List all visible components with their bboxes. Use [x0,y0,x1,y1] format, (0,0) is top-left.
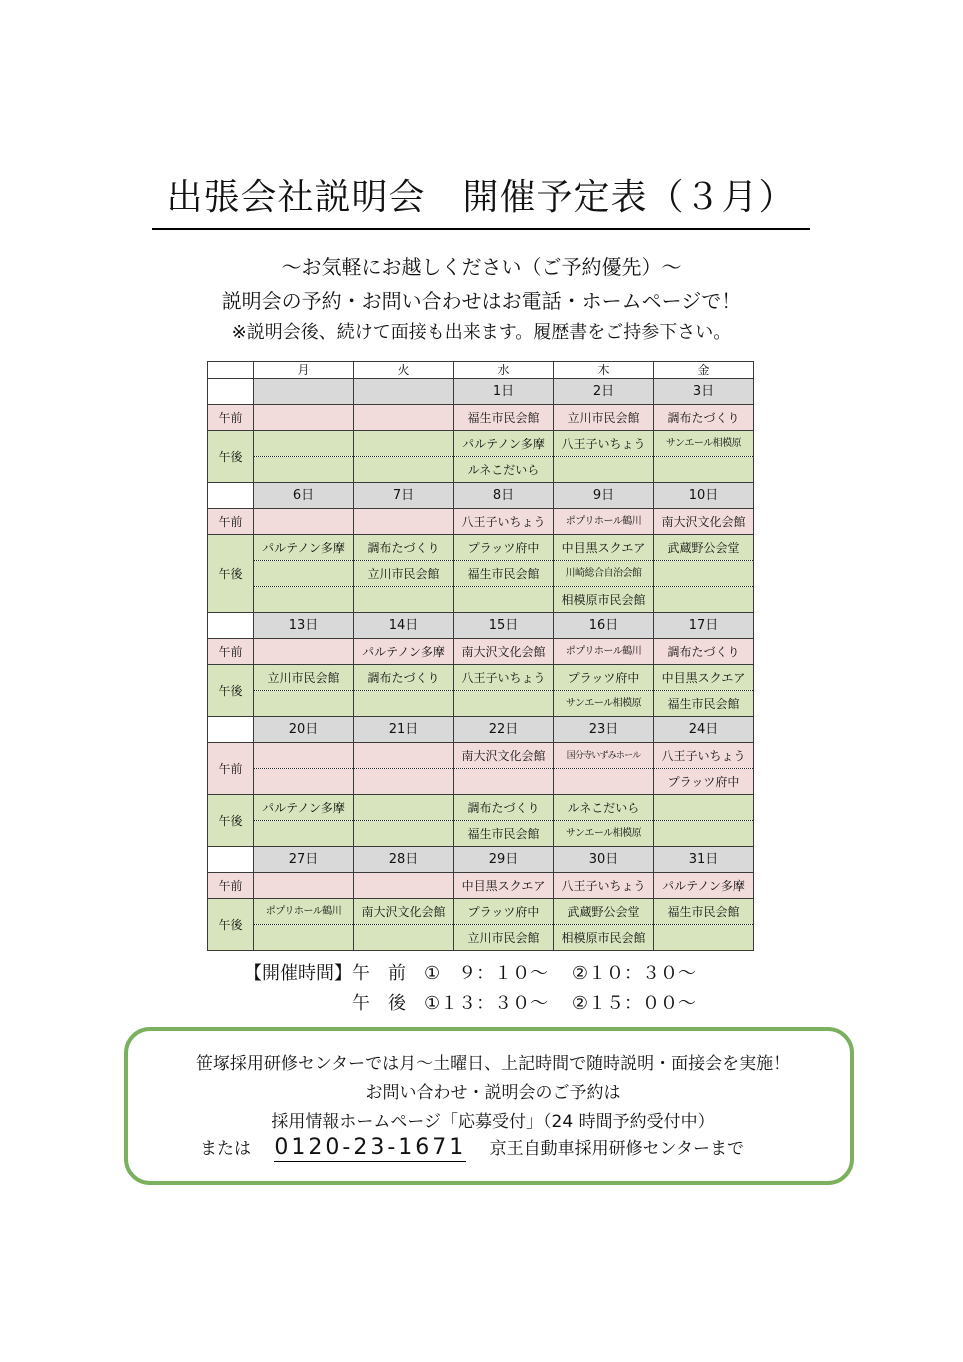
venue-cell [454,769,554,795]
date-cell: 10日 [654,483,754,509]
venue-cell [354,691,454,717]
venue-cell [254,925,354,951]
date-row [208,483,754,509]
venue-cell: パルテノン多摩 [354,639,454,665]
venue-cell [354,925,454,951]
venue-cell: パルテノン多摩 [654,873,754,899]
venue-cell: 川崎総合自治会館 [554,561,654,587]
am-label: 午前 [208,509,254,535]
venue-cell: サンエール相模原 [554,691,654,717]
venue-cell [254,405,354,431]
venue-cell: パルテノン多摩 [254,535,354,561]
date-cell: 28日 [354,847,454,873]
venue-cell [554,457,654,483]
venue-cell: プラッツ府中 [454,535,554,561]
pm-row [208,691,754,717]
date-cell: 27日 [254,847,354,873]
pm-row [208,665,754,691]
venue-cell: 相模原市民会館 [554,925,654,951]
date-cell [354,379,454,405]
venue-cell: ポプリホール鶴川 [554,639,654,665]
weekday-header: 火 [354,362,454,379]
venue-cell: プラッツ府中 [554,665,654,691]
venue-cell: 中目黒スクエア [454,873,554,899]
info-suffix: 京王自動車採用研修センターまで [489,1139,744,1159]
venue-cell: パルテノン多摩 [454,431,554,457]
date-cell: 31日 [654,847,754,873]
hours-line-am: 【開催時間】午 前 ① ９：１０～ ②１０：３０～ [244,963,696,984]
venue-cell: 八王子いちょう [654,743,754,769]
venue-cell: 福生市民会館 [654,691,754,717]
weekday-header: 月 [254,362,354,379]
venue-cell: 福生市民会館 [654,899,754,925]
pm-row [208,535,754,561]
schedule-table [207,361,754,951]
date-cell: 13日 [254,613,354,639]
am-label: 午前 [208,873,254,899]
venue-cell: 南大沢文化会館 [454,743,554,769]
venue-cell: 南大沢文化会館 [354,899,454,925]
am-label: 午前 [208,639,254,665]
venue-cell [654,925,754,951]
venue-cell: パルテノン多摩 [254,795,354,821]
date-cell: 24日 [654,717,754,743]
venue-cell [654,587,754,613]
venue-cell: 八王子いちょう [454,665,554,691]
venue-cell [254,431,354,457]
venue-cell [654,795,754,821]
info-box [124,1027,854,1185]
venue-cell: 立川市民会館 [354,561,454,587]
venue-cell [354,405,454,431]
phone-number[interactable]: 0120-23-1671 [274,1135,467,1160]
venue-cell: 立川市民会館 [554,405,654,431]
venue-cell: 中目黒スクエア [554,535,654,561]
pm-row [208,457,754,483]
venue-cell: 調布たづくり [454,795,554,821]
venue-cell: 八王子いちょう [454,509,554,535]
weekday-header: 水 [454,362,554,379]
am-row [208,509,754,535]
venue-cell: 調布たづくり [354,535,454,561]
venue-cell: 福生市民会館 [454,821,554,847]
venue-cell: サンエール相模原 [654,431,754,457]
date-cell: 1日 [454,379,554,405]
date-cell: 8日 [454,483,554,509]
venue-cell [254,821,354,847]
header-corner [208,362,254,379]
date-cell: 6日 [254,483,354,509]
pm-label: 午後 [208,665,254,717]
venue-cell: 南大沢文化会館 [654,509,754,535]
venue-cell: 調布たづくり [654,405,754,431]
pm-row [208,795,754,821]
weekday-header: 金 [654,362,754,379]
intro-line-2: 説明会の予約・お問い合わせはお電話・ホームページで！ [221,289,742,313]
venue-cell [354,873,454,899]
pm-label: 午後 [208,795,254,847]
venue-cell: 八王子いちょう [554,431,654,457]
intro-line-3: ※説明会後、続けて面接も出来ます。履歴書をご持参下さい。 [231,322,732,343]
venue-cell: 中目黒スクエア [654,665,754,691]
venue-cell [254,457,354,483]
venue-cell [254,873,354,899]
venue-cell: ルネこだいら [454,457,554,483]
date-cell: 21日 [354,717,454,743]
date-cell: 15日 [454,613,554,639]
venue-cell: 八王子いちょう [554,873,654,899]
venue-cell [254,587,354,613]
venue-cell: ポプリホール鶴川 [254,899,354,925]
venue-cell: 武蔵野公会堂 [554,899,654,925]
venue-cell [354,431,454,457]
venue-cell [354,743,454,769]
title-underline [152,228,810,230]
venue-cell [654,821,754,847]
date-row-label [208,717,254,743]
date-cell: 9日 [554,483,654,509]
pm-label: 午後 [208,431,254,483]
am-row [208,639,754,665]
date-cell [254,379,354,405]
am-label: 午前 [208,405,254,431]
venue-cell [254,509,354,535]
venue-cell: 福生市民会館 [454,405,554,431]
venue-cell [254,561,354,587]
venue-cell [254,743,354,769]
date-cell: 29日 [454,847,554,873]
venue-cell: 調布たづくり [354,665,454,691]
venue-cell [254,639,354,665]
venue-cell: 相模原市民会館 [554,587,654,613]
am-label: 午前 [208,743,254,795]
venue-cell [654,457,754,483]
venue-cell: 国分寺いずみホール [554,743,654,769]
date-row [208,717,754,743]
info-line-4 [200,1134,744,1160]
date-row [208,379,754,405]
venue-cell [354,457,454,483]
venue-cell [254,769,354,795]
date-cell: 16日 [554,613,654,639]
pm-row [208,431,754,457]
venue-cell: プラッツ府中 [454,899,554,925]
date-cell: 7日 [354,483,454,509]
date-cell: 2日 [554,379,654,405]
date-row-label [208,847,254,873]
venue-cell: サンエール相模原 [554,821,654,847]
venue-cell [254,691,354,717]
pm-row [208,899,754,925]
pm-label: 午後 [208,535,254,613]
venue-cell [354,821,454,847]
venue-cell [654,561,754,587]
intro-line-1: ～お気軽にお越しください（ご予約優先）～ [281,255,682,279]
hours-line-pm: 午 後 ①１３：３０～ ②１５：００～ [244,993,696,1014]
weekday-header-row [208,362,754,379]
venue-cell [454,587,554,613]
date-cell: 22日 [454,717,554,743]
venue-cell [354,509,454,535]
am-row [208,743,754,769]
date-row-label [208,613,254,639]
venue-cell: 武蔵野公会堂 [654,535,754,561]
date-row-label [208,483,254,509]
date-cell: 30日 [554,847,654,873]
venue-cell: 南大沢文化会館 [454,639,554,665]
date-cell: 3日 [654,379,754,405]
venue-cell: 立川市民会館 [254,665,354,691]
am-row [208,769,754,795]
venue-cell: ポプリホール鶴川 [554,509,654,535]
venue-cell [454,691,554,717]
weekday-header: 木 [554,362,654,379]
date-cell: 20日 [254,717,354,743]
date-row [208,847,754,873]
date-row [208,613,754,639]
am-row [208,405,754,431]
venue-cell: 福生市民会館 [454,561,554,587]
info-line-2: お問い合わせ・説明会のご予約は [365,1083,621,1103]
pm-row [208,587,754,613]
date-cell: 23日 [554,717,654,743]
pm-row [208,925,754,951]
date-cell: 17日 [654,613,754,639]
venue-cell: ルネこだいら [554,795,654,821]
am-row [208,873,754,899]
venue-cell [554,769,654,795]
info-prefix: または [200,1139,251,1159]
venue-cell: プラッツ府中 [654,769,754,795]
page-title: 出張会社説明会 開催予定表（３月） [166,177,796,218]
venue-cell [354,795,454,821]
date-row-label [208,379,254,405]
pm-row [208,821,754,847]
venue-cell [354,587,454,613]
pm-label: 午後 [208,899,254,951]
info-line-1: 笹塚採用研修センターでは月～土曜日、上記時間で随時説明・面接会を実施！ [195,1054,791,1074]
venue-cell: 調布たづくり [654,639,754,665]
pm-row [208,561,754,587]
info-line-3: 採用情報ホームページ「応募受付」（24 時間予約受付中） [271,1112,715,1132]
venue-cell [354,769,454,795]
date-cell: 14日 [354,613,454,639]
venue-cell: 立川市民会館 [454,925,554,951]
